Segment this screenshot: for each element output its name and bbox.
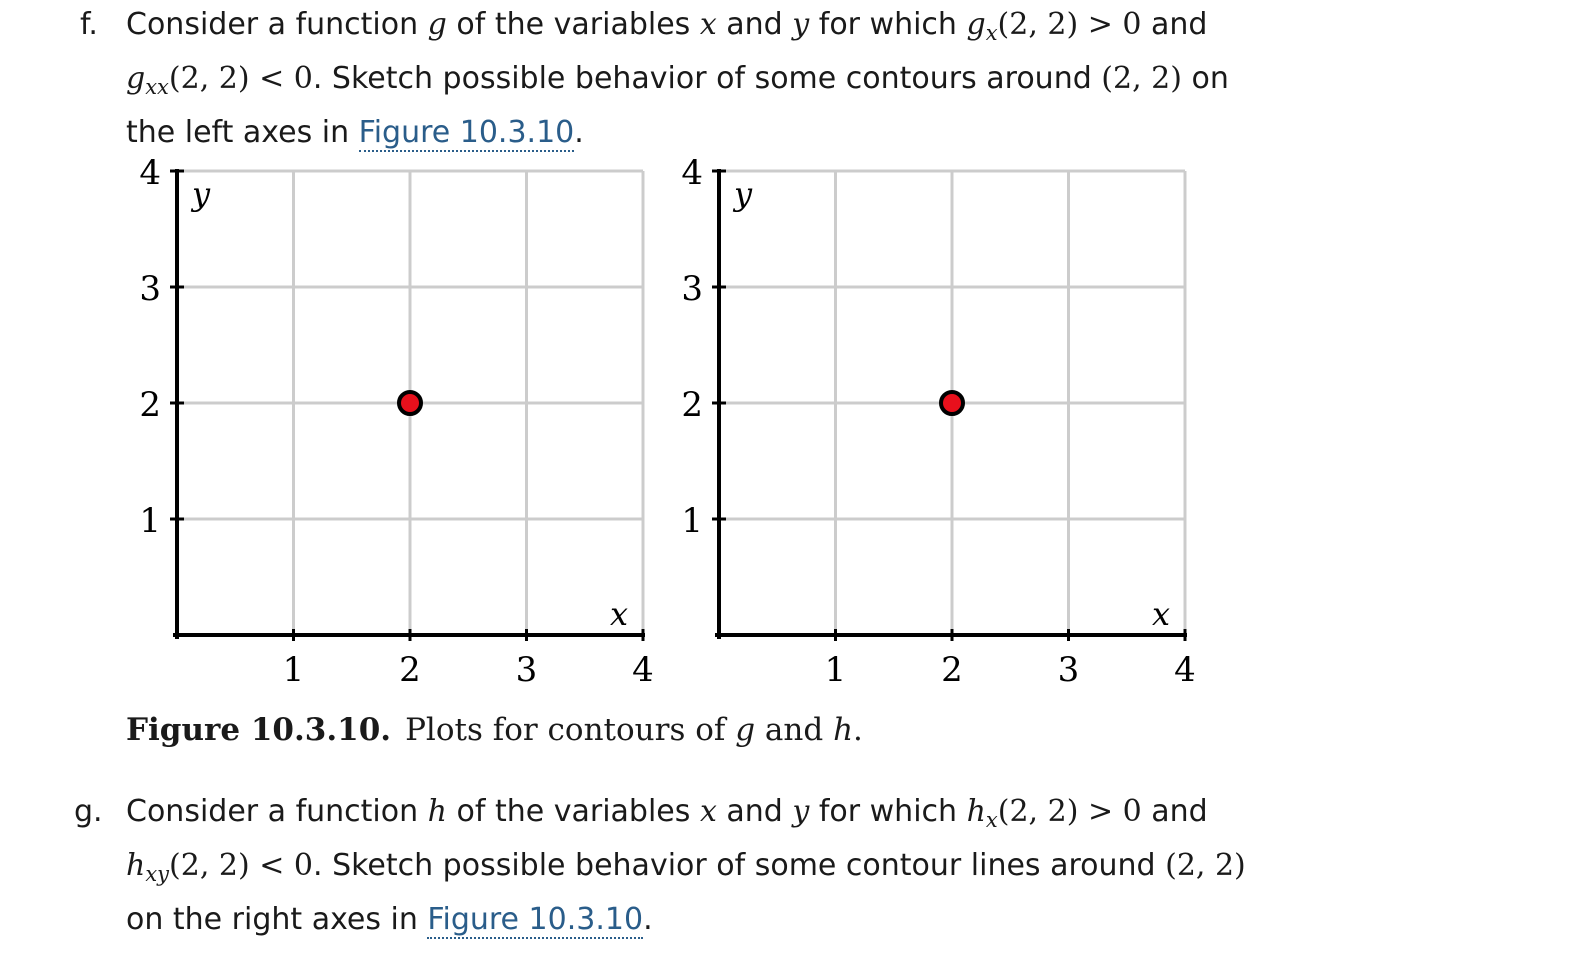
math-h: h	[427, 794, 447, 829]
math-point: (2, 2)	[1101, 61, 1182, 96]
y-tick-label: 2	[139, 385, 161, 425]
x-tick-label: 2	[399, 650, 421, 690]
x-tick-label: 1	[282, 650, 305, 690]
task-f-text-part: for which	[809, 7, 967, 42]
math-lt0: < 0	[249, 848, 313, 883]
math-gt0: > 0	[1078, 794, 1142, 829]
caption-g: g	[735, 712, 756, 748]
task-f-text-part: .	[574, 115, 584, 150]
plot-right	[681, 153, 1195, 690]
math-y: y	[792, 794, 810, 829]
plot-left	[139, 153, 653, 690]
x-axis-label: x	[1151, 595, 1171, 633]
x-tick-label: 3	[515, 650, 538, 690]
task-f-text-part: and	[716, 7, 793, 42]
task-f-text-part: on	[1181, 61, 1229, 96]
x-tick-label: 3	[1057, 650, 1080, 690]
x-axis-label: x	[609, 595, 629, 633]
figure-plots	[0, 140, 1300, 710]
math-gxx: g	[126, 61, 146, 96]
task-f-text	[126, 2, 1246, 155]
task-f-text-part: . Sketch possible behavior of some contours around	[312, 61, 1102, 96]
task-f-text-part: and	[1141, 7, 1208, 42]
task-g-text-part: of the variables	[446, 794, 700, 829]
math-args: (2, 2)	[997, 7, 1079, 42]
figure-reference-link[interactable]: Figure 10.3.10	[358, 115, 575, 150]
x-tick-label: 2	[941, 650, 963, 690]
math-args: (2, 2)	[169, 848, 250, 883]
math-gx: g	[966, 7, 986, 42]
data-point	[399, 392, 421, 414]
caption-label: Figure 10.3.10.	[126, 712, 392, 748]
task-g-text-part: and	[716, 794, 793, 829]
y-tick-label: 3	[681, 269, 703, 309]
math-gxx-sub: xx	[145, 75, 169, 99]
math-x: x	[699, 7, 717, 42]
figure-reference-link[interactable]: Figure 10.3.10	[427, 902, 644, 937]
task-g-letter: g.	[74, 794, 103, 829]
y-axis-label: y	[733, 175, 753, 213]
y-tick-label: 4	[681, 153, 703, 193]
math-y: y	[792, 7, 810, 42]
math-lt0: < 0	[249, 61, 313, 96]
x-tick-label: 1	[824, 650, 847, 690]
y-tick-label: 1	[139, 501, 161, 541]
task-g-text-part: and	[1141, 794, 1208, 829]
math-x: x	[699, 794, 717, 829]
task-g-text-part: . Sketch possible behavior of some contour lines around	[313, 848, 1166, 883]
task-g-text-part: .	[643, 902, 653, 937]
math-args: (2, 2)	[997, 794, 1079, 829]
math-hx: h	[966, 794, 986, 829]
data-point	[941, 392, 963, 414]
caption-text: Plots for contours of	[405, 712, 736, 748]
math-hxy-sub: xy	[145, 862, 170, 886]
x-tick-label: 4	[1174, 650, 1196, 690]
math-point: (2, 2)	[1165, 848, 1246, 883]
math-gt0: > 0	[1078, 7, 1142, 42]
math-hxy: h	[126, 848, 146, 883]
y-tick-label: 3	[139, 269, 161, 309]
task-g-text-part: on the right axes in	[126, 902, 428, 937]
y-axis-label: y	[191, 175, 211, 213]
math-args: (2, 2)	[168, 61, 250, 96]
caption-h: h	[833, 712, 854, 748]
y-tick-label: 1	[681, 501, 703, 541]
figure-caption	[126, 708, 863, 752]
math-gx-sub: x	[985, 21, 998, 45]
y-tick-label: 4	[139, 153, 161, 193]
task-g-text-part: for which	[809, 794, 967, 829]
task-g-text	[126, 789, 1246, 942]
task-f-letter: f.	[80, 7, 98, 42]
y-tick-label: 2	[681, 385, 703, 425]
task-g-text-part: Consider a function	[126, 794, 428, 829]
task-f-text-part: the left axes in	[126, 115, 359, 150]
task-f-text-part: of the variables	[446, 7, 700, 42]
task-f-text-part: Consider a function	[126, 7, 428, 42]
math-hx-sub: x	[985, 808, 998, 832]
math-g: g	[427, 7, 447, 42]
caption-text: .	[853, 712, 863, 748]
caption-text: and	[755, 712, 834, 748]
x-tick-label: 4	[632, 650, 654, 690]
